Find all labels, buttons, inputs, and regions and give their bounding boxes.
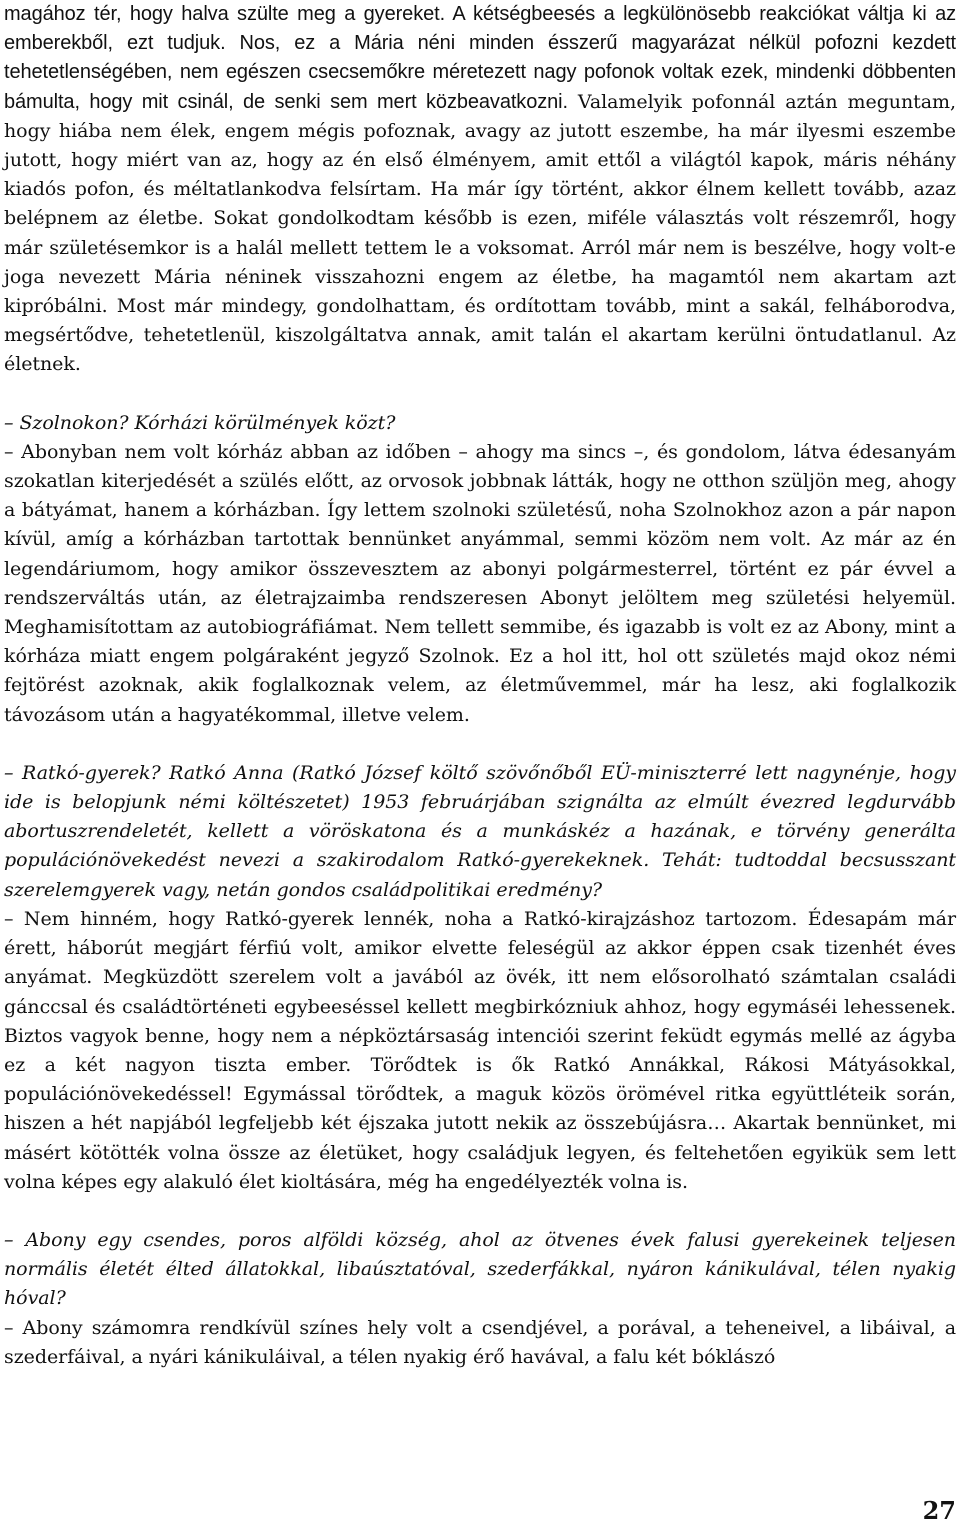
intro-serif-text: Valamelyik pofonnál aztán meguntam, hogy hiába nem élek, engem mégis pofoznak, avagy az jutott eszembe, ha már ilyesmi eszembe jutott, hogy miért van az, hogy az én első élményem, amit ettől a világtól kapok, máris néhány kiadós pofon, és méltatlankodva felsírtam. Ha már így történt, akkor élnem kellett tovább, azaz belépnem az életbe. Sokat gondolkodtam később is ezen, miféle választás volt részemről, hogy már születésemkor is a halál mellett tettem le a voksomat. Arról már nem is beszélve, hogy volt-e joga nevezett Mária néninek visszahozni engem az életbe, ha magamtól nem akartam azt kipróbálni. Most már mindegy, gondolhattam, és ordítottam tovább, mint a sakál, felháborodva, megsértődve, tehetetlenül, kiszolgáltatva annak, amit talán el akartam kerülni öntudatlanul. Az életnek. — [4, 90, 956, 376]
page-body — [4, 0, 956, 1372]
section-gap — [4, 730, 956, 759]
question-paragraph-2: – Ratkó-gyerek? Ratkó Anna (Ratkó József költő szövőnőből EÜ-miniszterré lett nagynénje, hogy ide is belopjunk némi költészetet) 1953 februárjában szignálta az elmúlt évezred legdurvább abortuszrendeletét, kellett a vöröskatona és a munkáskéz a hazának, e törvény generálta populációnövekedést nevezi a szakirodalom Ratkó-gyerekeknek. Tehát: tudtoddal becsusszant szerelemgyerek vagy, netán gondos családpolitikai eredmény? — [4, 761, 956, 901]
intro-sans-text: magához tér, hogy halva szülte meg a gyereket. A kétségbeesés a legkülönösebb reakciókat váltja ki az emberekből, ezt tudjuk. Nos, ez a Mária néni minden ésszerű magyarázat nélkül pofozni kezdett tehetetlenségében, nem egészen csecsemőkre méretezett nagy pofonok voltak ezek, mindenki döbbenten bámulta, hogy mit csinál, de senki sem mert közbeavatkozni. — [4, 3, 956, 113]
answer-paragraph-2: – Nem hinném, hogy Ratkó-gyerek lennék, noha a Ratkó-kirajzáshoz tartozom. Édesapám már érett, háborút megjárt férfiú volt, amikor elvette feleségül az akkor éppen csak tizenhét éves anyámat. Megküzdött szerelem volt a javából az övék, itt nem elősorolható számtalan családi gánccsal és családtörténeti egybeeséssel kellett megbirkózniuk ahhoz, hogy egymáséi lehessenek. Biztos vagyok benne, hogy nem a népköztársaság intenciói szerint feküdt egymás mellé az ágyba ez a két nagyon tiszta ember. Törődtek is ők Ratkó Annákkal, Rákosi Mátyásokkal, populációnövekedéssel! Egymással törődtek, a maguk közös örömével ritka együttléteik során, hiszen a hét napjából legfeljebb két éjszaka jutott nekik az összebújásra… Akartak bennünket, mi másért kötötték volna össze az életüket, hogy családjuk legyen, és feltehetően egyikük sem lett volna képes egy alakuló élet kioltására, még ha engedélyezték volna is. — [4, 907, 956, 1193]
question-paragraph-1: – Szolnokon? Kórházi körülmények közt? — [4, 411, 396, 434]
answer-paragraph-3: – Abony számomra rendkívül színes hely volt a csendjével, a porával, a teheneivel, a libáival, a szederfáival, a nyári kánikuláival, a télen nyakig érő havával, a falu két bóklászó — [4, 1316, 956, 1368]
section-gap — [4, 380, 956, 409]
intro-paragraph — [4, 0, 956, 380]
question-paragraph-3: – Abony egy csendes, poros alföldi község, ahol az ötvenes évek falusi gyerekeinek teljesen normális életét élted állatokkal, libaúsztatóval, szederfákkal, nyáron kánikulával, télen nyakig hóval? — [4, 1228, 956, 1310]
section-gap — [4, 1197, 956, 1226]
page-number: 27 — [922, 1496, 956, 1525]
answer-paragraph-1: – Abonyban nem volt kórház abban az időben – ahogy ma sincs –, és gondolom, látva édesanyám szokatlan kiterjedését a szülés előtt, az orvosok jobbnak látták, hogy ne otthon szüljön meg, ahogy a bátyámat, hanem a kórházban. Így lettem szolnoki születésű, noha Szolnokhoz azon a pár napon kívül, amíg a kórházban tartottak bennünket anyámmal, semmi közöm nem volt. Az már az én legendáriumom, hogy amikor összevesztem az abonyi polgármesterrel, történt ez pár évvel a rendszerváltás után, az életrajzaimba rendszeresen Abonyt jelöltem meg születési helyemül. Meghamisítottam az autobiográfiámat. Nem tellett semmibe, és igazabb is volt ez az Abony, mint a kórháza miatt engem polgáraként jegyző Szolnok. Ez a hol itt, hol ott születés majd okoz némi fejtörést azoknak, akik foglalkoznak velem, az életművemmel, már ha lesz, aki foglalkozik távozásom után a hagyatékommal, illetve velem. — [4, 440, 956, 726]
